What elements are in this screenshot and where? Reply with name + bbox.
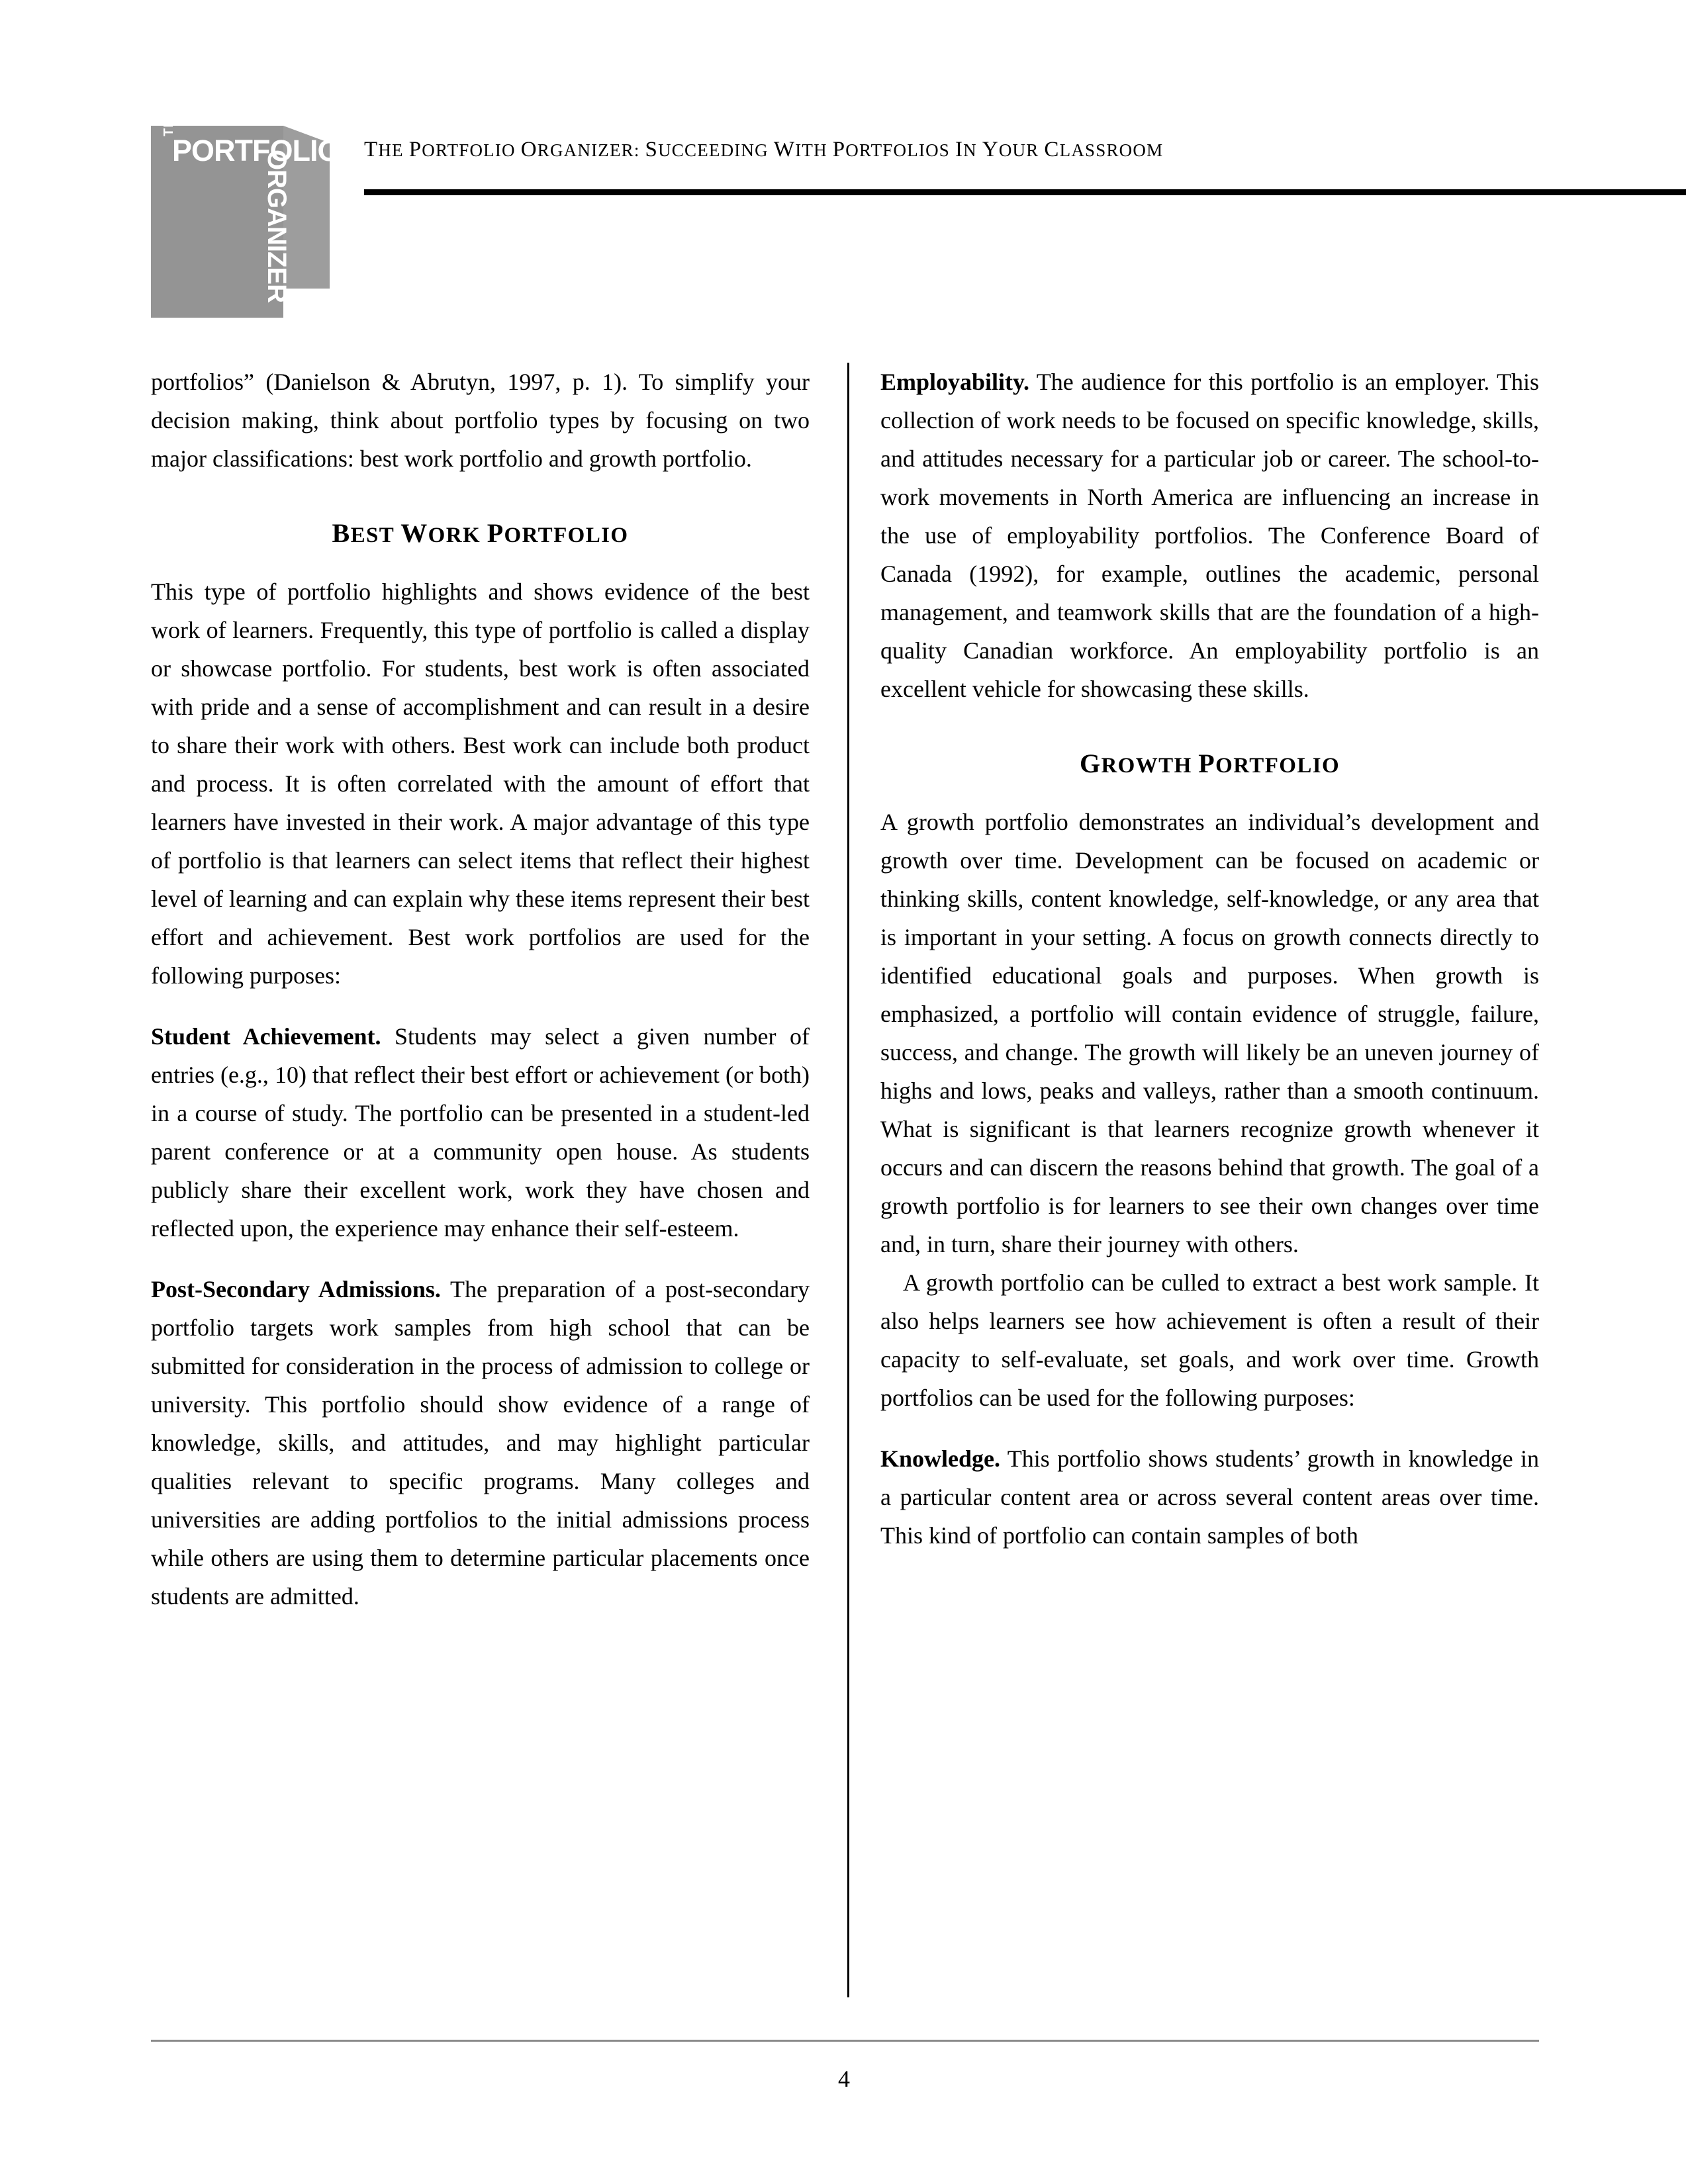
column-divider [847, 363, 849, 1997]
run-in-heading-knowledge: Knowledge. [880, 1445, 1001, 1472]
paragraph-best-work-body: This type of portfolio highlights and shows evidence of the best work of learners. Frequently, this type of portfolio is called a display or showcase portfolio. For students, best work is often associated with pride and a sense of accomplishment and can result in a desire to share their work with others. Best work can include both product and process. It is often correlated with the amount of effort that learners have invested in their work. A major advantage of this type of portfolio is that learners can select items that reflect their highest level of learning and can explain why these items represent their best effort and achievement. Best work portfolios are used for the following purposes: [151, 578, 810, 989]
run-in-heading-student-achievement: Student Achievement. [151, 1023, 381, 1050]
portfolio-organizer-logo [151, 108, 340, 318]
page-number: 4 [838, 2066, 850, 2092]
list-item-knowledge [880, 1439, 1539, 1555]
list-item-employability [880, 363, 1539, 708]
list-item-post-secondary-admissions [151, 1270, 810, 1615]
run-in-heading-post-secondary-admissions: Post-Secondary Admissions. [151, 1276, 441, 1302]
list-item-text: The preparation of a post-secondary portfolio targets work samples from high school that can be submitted for consideration in the process of admission to college or university. This portfolio should show evidence of a range of knowledge, skills, and attitudes, and may highlight particular qualities relevant to specific programs. Many colleges and universities are adding portfolios to the initial admissions process while others are using them to determine particular placements once students are admitted. [151, 1276, 810, 1610]
paragraph-intro: portfolios” (Danielson & Abrutyn, 1997, p. 1). To simplify your decision making, think about portfolio types by focusing on two major classifications: best work portfolio and growth portfolio. [151, 369, 810, 472]
list-item-student-achievement [151, 1017, 810, 1248]
logo-word-the: THE [162, 108, 176, 136]
left-column [151, 363, 810, 1997]
page-header [151, 108, 1541, 324]
list-item-text: The audience for this portfolio is an employer. This collection of work needs to be focused on specific knowledge, skills, and attitudes necessary for a particular job or career. The school-to-work movements in North America are influencing an increase in the use of employability portfolios. The Conference Board of Canada (1992), for example, outlines the academic, personal management, and teamwork skills that are the foundation of a high-quality Canadian workforce. An employability portfolio is an excellent vehicle for showcasing these skills. [880, 369, 1539, 702]
footer-rule [151, 2040, 1539, 2042]
list-item-text: Students may select a given number of entries (e.g., 10) that reflect their best effort or achievement (or both) in a course of study. The portfolio can be presented in a student-led parent conference or at a community open house. As students publicly share their excellent work, work they have chosen and reflected upon, the experience may enhance their self-esteem. [151, 1023, 810, 1242]
right-column [880, 363, 1539, 1997]
run-in-heading-employability: Employability. [880, 369, 1030, 395]
running-head: THE PORTFOLIO ORGANIZER: SUCCEEDING WITH PORTFOLIOS IN YOUR CLASSROOM [364, 138, 1164, 161]
body-columns [151, 363, 1539, 1997]
paragraph-growth-1: A growth portfolio demonstrates an individual’s development and growth over time. Development can be focused on academic or thinking skills, content knowledge, self-knowledge, or any area that is important in your setting. A focus on growth connects directly to identified educational goals and purposes. When growth is emphasized, a portfolio will contain evidence of struggle, failure, success, and change. The growth will likely be an uneven journey of highs and lows, peaks and valleys, rather than a smooth continuum. What is significant is that learners recognize growth whenever it occurs and can discern the reasons behind that growth. The goal of a growth portfolio is for learners to see their own changes over time and, in turn, share their journey with others. [880, 809, 1539, 1257]
logo-word-organizer: ORGANIZER [262, 150, 291, 302]
header-rule [364, 189, 1686, 195]
paragraph-growth-2: A growth portfolio can be culled to extract a best work sample. It also helps learners see how achievement is often a result of their capacity to self-evaluate, set goals, and work over time. Growth portfolios can be used for the following purposes: [880, 1269, 1539, 1411]
logo-word-portfolio: PORTFOLIO [172, 134, 340, 167]
heading-growth-portfolio: GROWTH PORTFOLIO [1079, 749, 1340, 778]
heading-best-work-portfolio: BEST WORK PORTFOLIO [332, 518, 629, 548]
list-item-text: This portfolio shows students’ growth in knowledge in a particular content area or across several content areas over time. This kind of portfolio can contain samples of both [880, 1445, 1539, 1549]
